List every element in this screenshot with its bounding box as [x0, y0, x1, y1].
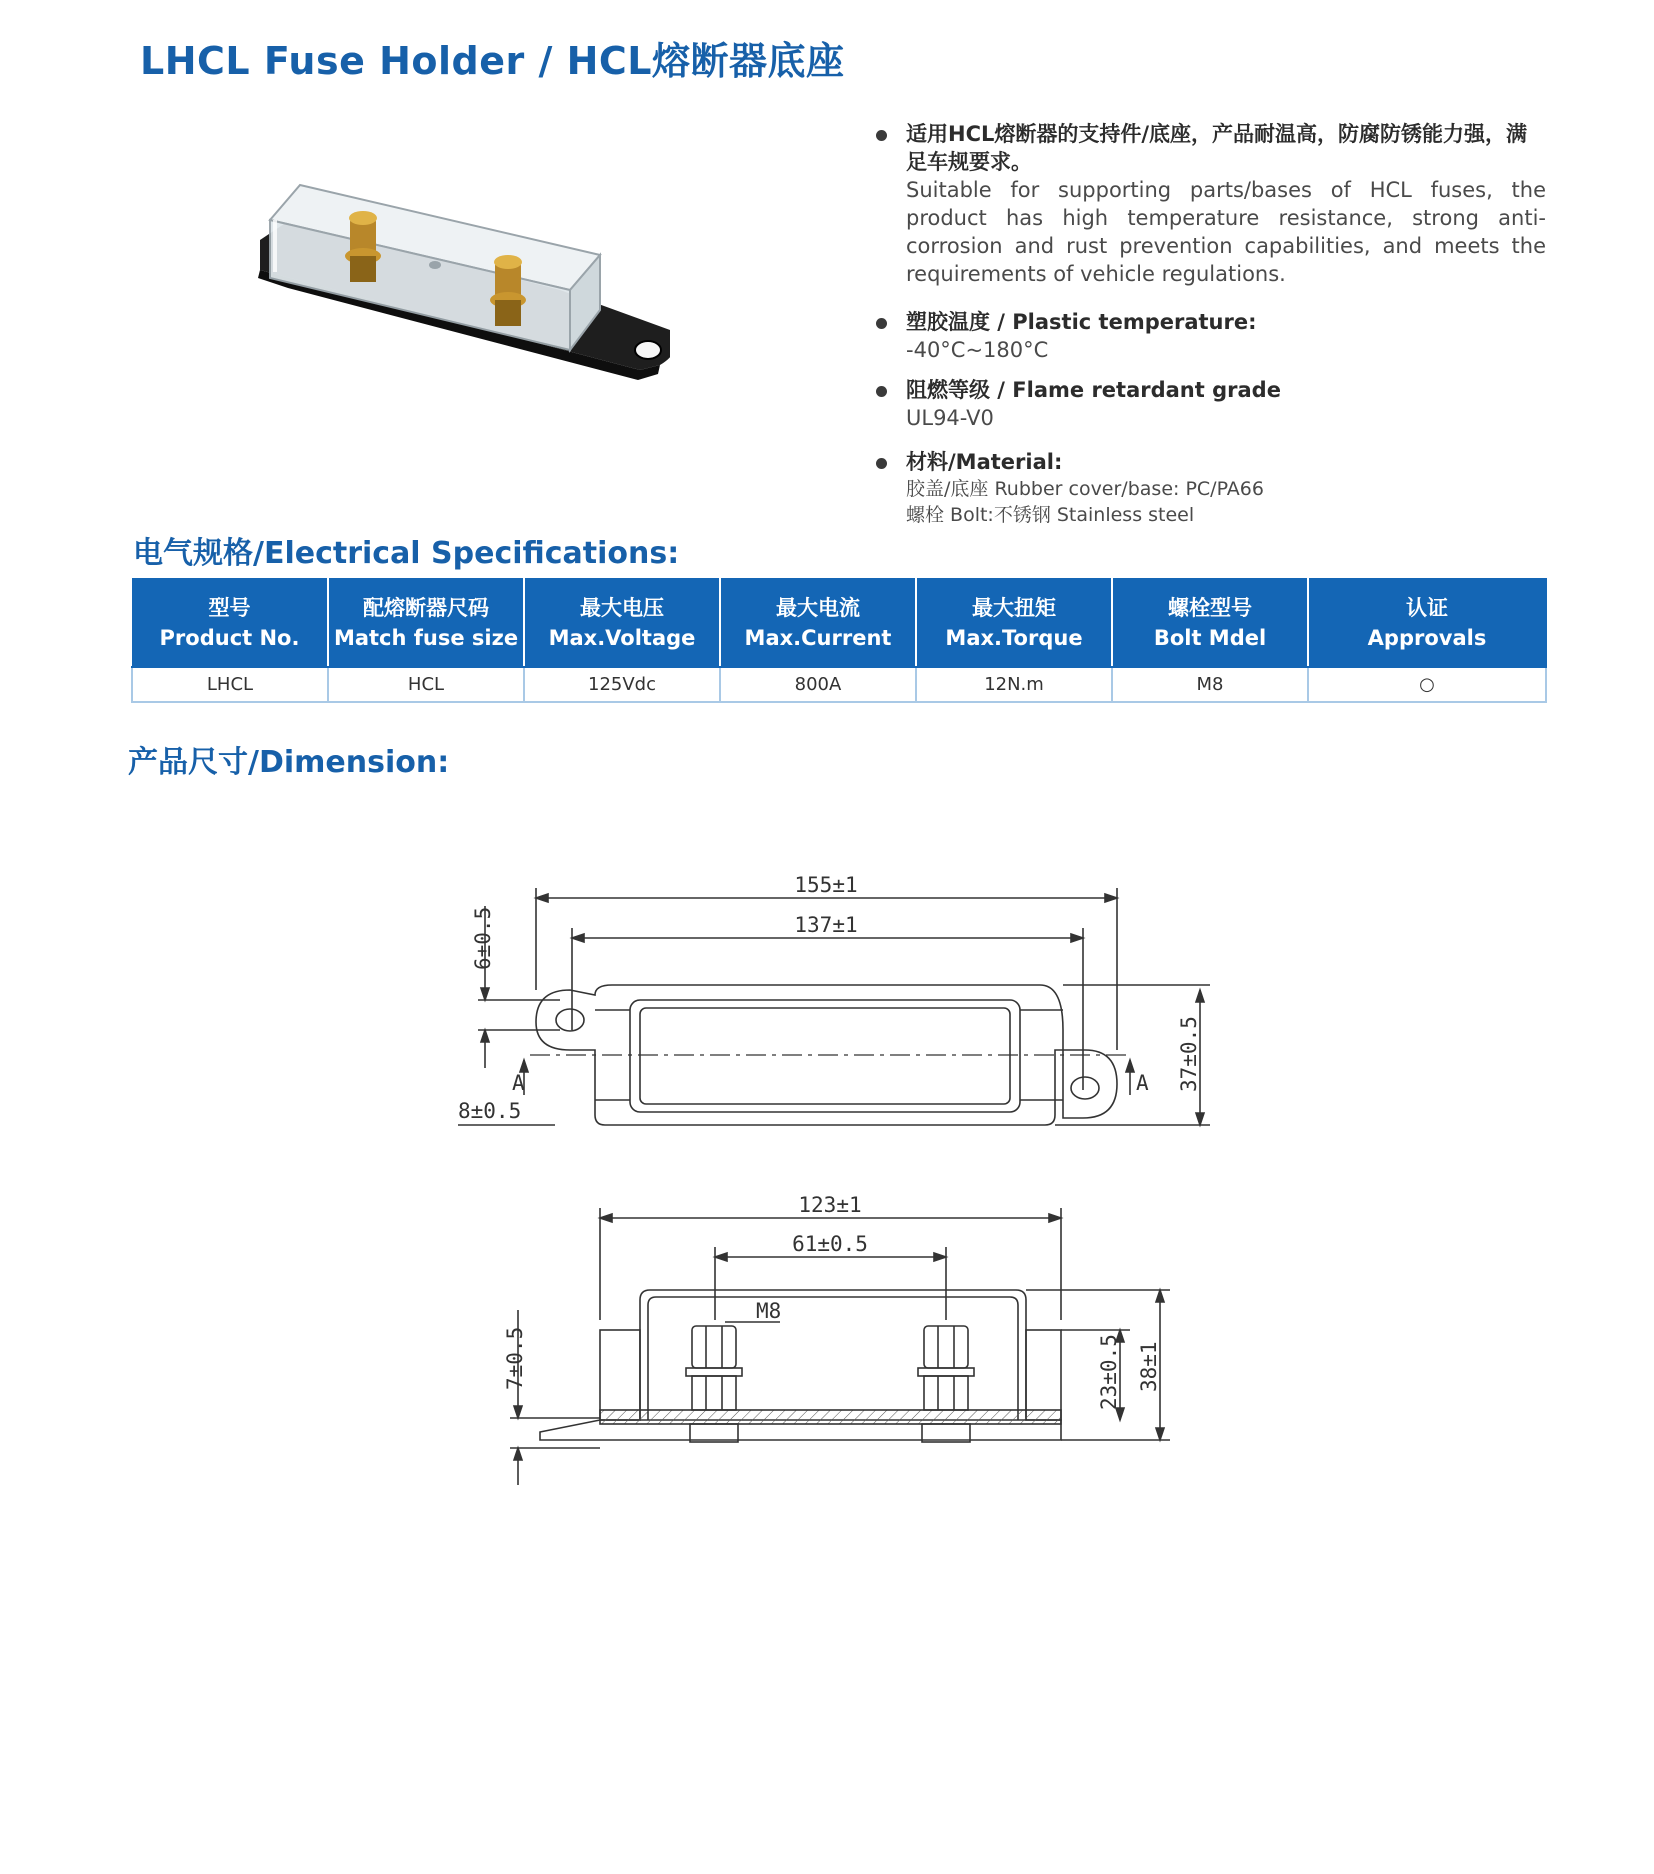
- label-m8: M8: [756, 1299, 782, 1323]
- table-cell: M8: [1112, 667, 1308, 702]
- feature-text: -40°C~180°C: [906, 338, 1049, 362]
- header-max-torque: 最大扭矩 Max.Torque: [916, 579, 1112, 667]
- feature-text: Suitable for supporting parts/bases of HCL fuses, the product has high temperature resistance, strong anti-corrosion and rust prevention capabilities, and meets the requirements of vehicle regulations.: [906, 178, 1546, 286]
- dim-8: 8±0.5: [458, 1099, 522, 1123]
- table-cell: HCL: [328, 667, 524, 702]
- dimension-title: 产品尺寸/Dimension:: [128, 745, 450, 780]
- dim-61: 61±0.5: [792, 1232, 868, 1256]
- dim-123: 123±1: [798, 1193, 862, 1217]
- header-product-no: 型号 Product No.: [132, 579, 328, 667]
- feature-text: UL94-V0: [906, 406, 994, 430]
- header-bolt-model: 螺栓型号 Bolt Mdel: [1112, 579, 1308, 667]
- table-cell: 12N.m: [916, 667, 1112, 702]
- electrical-spec-title: 电气规格/Electrical Specifications:: [133, 536, 680, 571]
- feature-item: [876, 376, 1546, 432]
- dim-23: 23±0.5: [1097, 1334, 1121, 1410]
- bullet-icon: [876, 458, 887, 469]
- header-approvals: 认证 Approvals: [1308, 579, 1546, 667]
- dim-7: 7±0.5: [503, 1326, 527, 1390]
- dim-155: 155±1: [794, 873, 858, 897]
- table-cell: ○: [1308, 667, 1546, 702]
- feature-heading: 阻燃等级 / Flame retardant grade: [906, 378, 1281, 402]
- feature-heading: 塑胶温度 / Plastic temperature:: [906, 310, 1257, 334]
- spec-table: [131, 578, 1547, 703]
- feature-item: [876, 308, 1546, 364]
- feature-text: 螺栓 Bolt:不锈钢 Stainless steel: [906, 504, 1195, 526]
- header-fuse-size: 配熔断器尺码 Match fuse size: [328, 579, 524, 667]
- feature-list: [876, 120, 1546, 540]
- feature-item: [876, 448, 1546, 528]
- table-cell: 125Vdc: [524, 667, 720, 702]
- dimension-drawing: [440, 860, 1240, 1500]
- feature-heading: 适用HCL熔断器的支持件/底座，产品耐温高，防腐防锈能力强，满足车规要求。: [906, 122, 1528, 174]
- bullet-icon: [876, 318, 887, 329]
- header-max-voltage: 最大电压 Max.Voltage: [524, 579, 720, 667]
- section-a-right: A: [1136, 1071, 1149, 1095]
- table-cell: LHCL: [132, 667, 328, 702]
- bullet-icon: [876, 386, 887, 397]
- header-max-current: 最大电流 Max.Current: [720, 579, 916, 667]
- table-cell: 800A: [720, 667, 916, 702]
- bullet-icon: [876, 130, 887, 141]
- feature-item: [876, 120, 1546, 288]
- feature-text: 胶盖/底座 Rubber cover/base: PC/PA66: [906, 478, 1264, 500]
- dim-6: 6±0.5: [471, 906, 495, 970]
- dim-137: 137±1: [794, 913, 858, 937]
- section-a-left: A: [512, 1071, 525, 1095]
- table-row: [132, 667, 1546, 702]
- dim-38: 38±1: [1137, 1341, 1161, 1392]
- table-header-row: [132, 579, 1546, 667]
- product-photo: [240, 160, 670, 440]
- dim-37: 37±0.5: [1177, 1016, 1201, 1092]
- feature-heading: 材料/Material:: [906, 450, 1063, 474]
- page-title: LHCL Fuse Holder / HCL熔断器底座: [140, 39, 845, 83]
